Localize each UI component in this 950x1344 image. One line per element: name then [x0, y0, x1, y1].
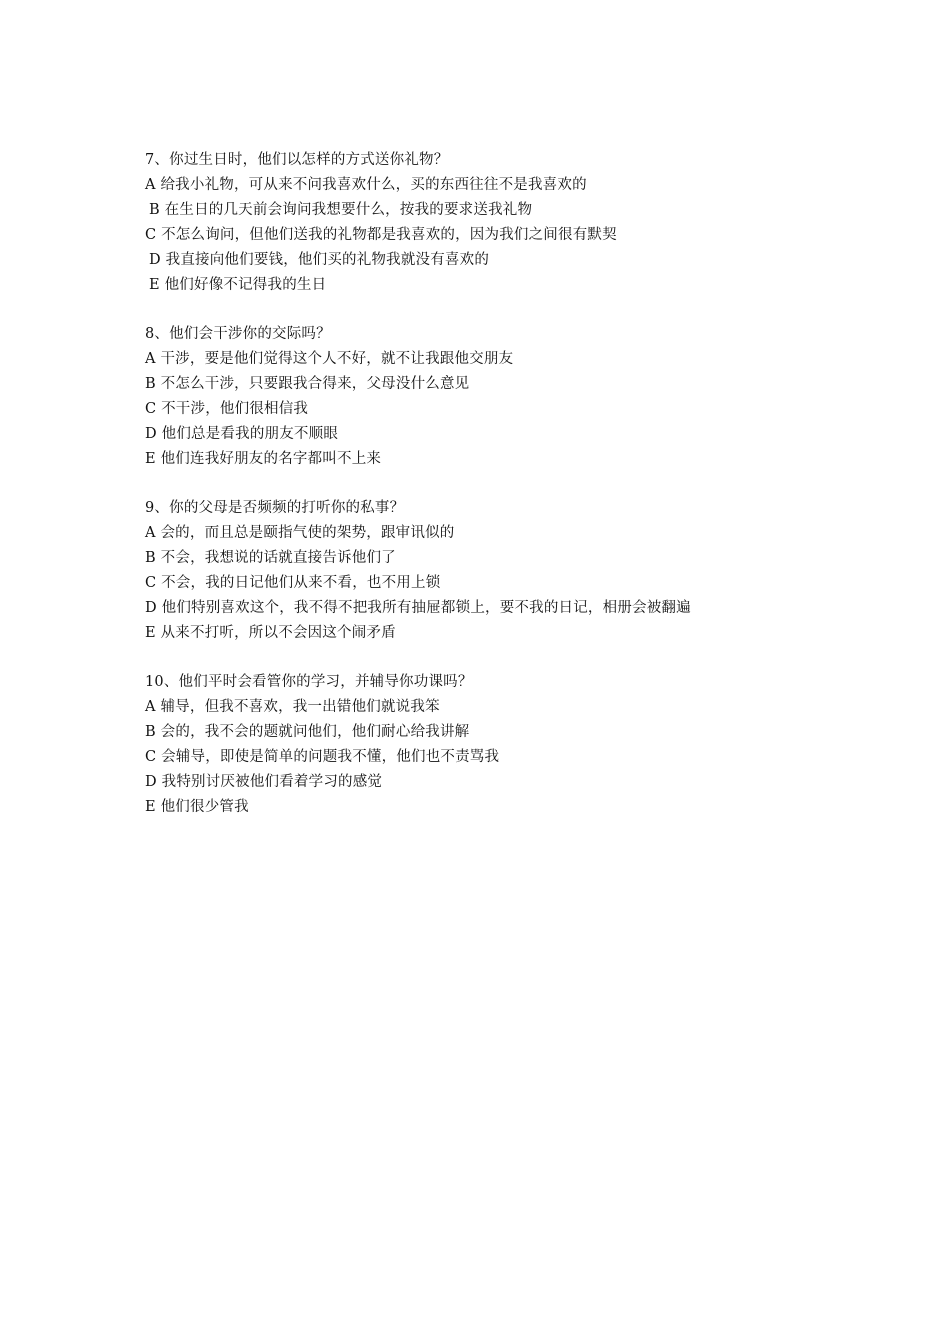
- option-b: B 不怎么干涉，只要跟我合得来，父母没什么意见: [145, 376, 470, 392]
- option-a: A 辅导，但我不喜欢，我一出错他们就说我笨: [145, 699, 440, 715]
- option-d: D 他们特别喜欢这个，我不得不把我所有抽屉都锁上，要不我的日记，相册会被翻遍: [145, 600, 691, 616]
- option-e: E 他们连我好朋友的名字都叫不上来: [145, 451, 382, 467]
- question-title: 8、他们会干涉你的交际吗？: [145, 326, 331, 342]
- option-e: E 他们好像不记得我的生日: [149, 277, 327, 293]
- option-d: D 我直接向他们要钱，他们买的礼物我就没有喜欢的: [149, 252, 490, 268]
- option-b: B 会的，我不会的题就问他们，他们耐心给我讲解: [145, 724, 470, 740]
- option-c: C 会辅导，即使是简单的问题我不懂，他们也不责骂我: [145, 749, 500, 765]
- question-title: 10、他们平时会看管你的学习，并辅导你功课吗？: [145, 674, 473, 690]
- question-title: 9、你的父母是否频频的打听你的私事？: [145, 500, 405, 516]
- option-e: E 从来不打听，所以不会因这个闹矛盾: [145, 625, 396, 641]
- question-10: [145, 670, 845, 820]
- question-8: [145, 322, 845, 472]
- option-a: A 给我小礼物，可从来不问我喜欢什么，买的东西往往不是我喜欢的: [145, 177, 587, 193]
- question-9: [145, 496, 845, 646]
- option-d: D 我特别讨厌被他们看着学习的感觉: [145, 774, 383, 790]
- option-a: A 干涉，要是他们觉得这个人不好，就不让我跟他交朋友: [145, 351, 514, 367]
- option-c: C 不干涉，他们很相信我: [145, 401, 309, 417]
- option-a: A 会的，而且总是颐指气使的架势，跟审讯似的: [145, 525, 455, 541]
- question-title: 7、你过生日时，他们以怎样的方式送你礼物？: [145, 152, 449, 168]
- option-e: E 他们很少管我: [145, 799, 249, 815]
- option-b: B 在生日的几天前会询问我想要什么，按我的要求送我礼物: [149, 202, 533, 218]
- option-b: B 不会，我想说的话就直接告诉他们了: [145, 550, 396, 566]
- option-c: C 不怎么询问，但他们送我的礼物都是我喜欢的，因为我们之间很有默契: [145, 227, 617, 243]
- option-d: D 他们总是看我的朋友不顺眼: [145, 426, 339, 442]
- question-7: [145, 148, 845, 298]
- questionnaire-content: [145, 148, 845, 844]
- option-c: C 不会，我的日记他们从来不看，也不用上锁: [145, 575, 441, 591]
